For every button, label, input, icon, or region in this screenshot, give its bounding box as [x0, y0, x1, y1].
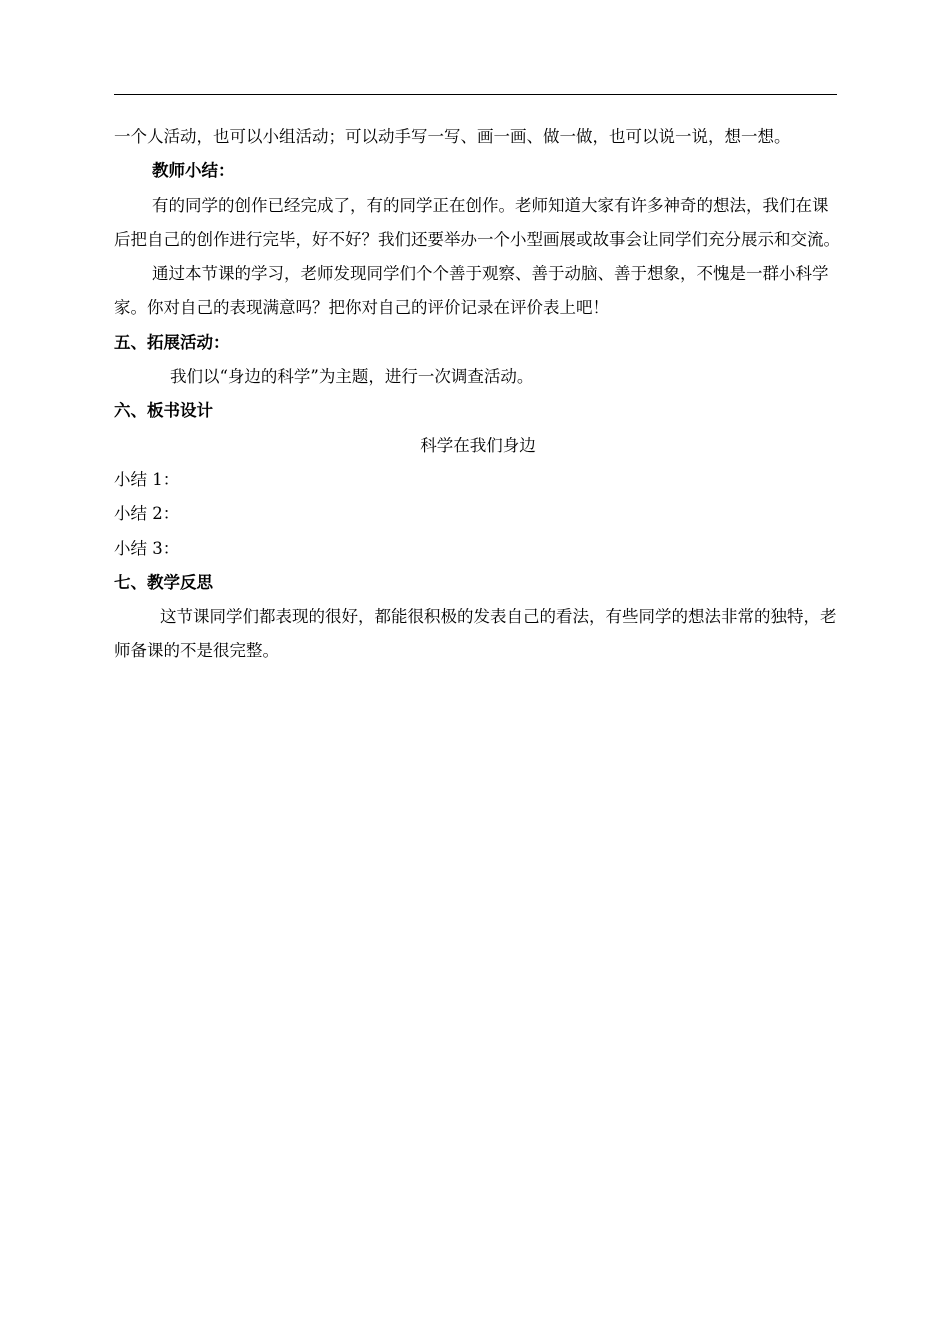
board-title: 科学在我们身边	[420, 435, 536, 455]
document-body	[114, 120, 842, 669]
teacher-summary-paragraph-1: 有的同学的创作已经完成了，有的同学正在创作。老师知道大家有许多神奇的想法，我们在课后把自己的创作进行完毕，好不好？我们还要举办一个小型画展或故事会让同学们充分展示和交流。	[114, 195, 840, 249]
header-rule	[114, 94, 837, 95]
board-summary-3: 小结 3：	[114, 538, 180, 558]
teacher-summary-heading: 教师小结：	[152, 161, 235, 181]
section-6-heading: 六、板书设计	[114, 401, 213, 421]
section-7-text: 这节课同学们都表现的很好，都能很积极的发表自己的看法，有些同学的想法非常的独特，老师备课的不是很完整。	[114, 607, 837, 661]
board-summary-2: 小结 2：	[114, 504, 180, 524]
section-5-heading: 五、拓展活动：	[114, 332, 230, 352]
section-7-heading: 七、教学反思	[114, 572, 213, 592]
section-5-text: 我们以“身边的科学”为主题，进行一次调查活动。	[170, 367, 534, 387]
board-summary-1: 小结 1：	[114, 469, 180, 489]
teacher-summary-paragraph-2: 通过本节课的学习，老师发现同学们个个善于观察、善于动脑、善于想象，不愧是一群小科学家。你对自己的表现满意吗？把你对自己的评价记录在评价表上吧！	[114, 264, 829, 318]
continued-paragraph: 一个人活动，也可以小组活动；可以动手写一写、画一画、做一做，也可以说一说，想一想。	[114, 127, 791, 146]
